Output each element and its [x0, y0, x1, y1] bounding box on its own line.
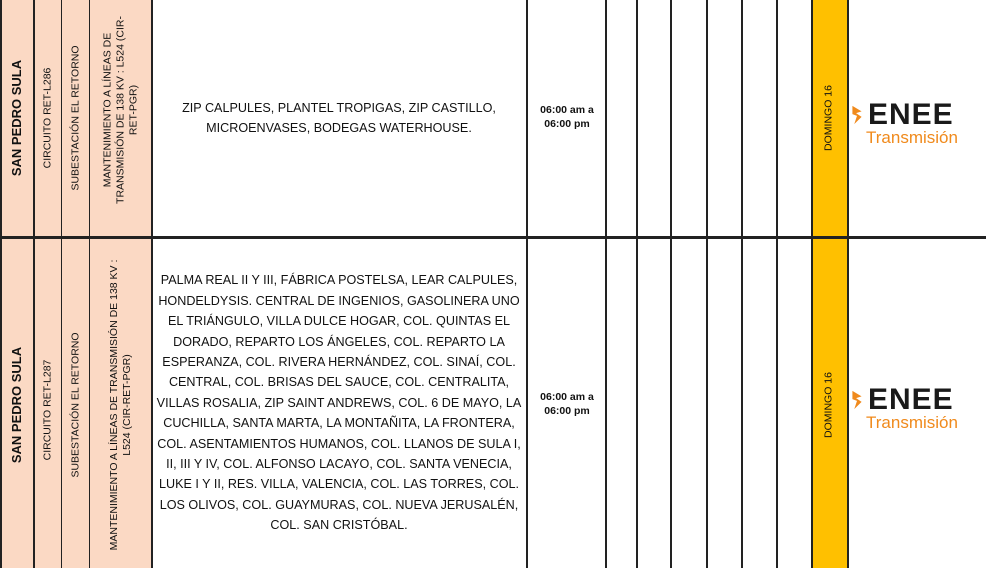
row2-day: DOMINGO 16 — [822, 372, 835, 438]
row1-areas: ZIP CALPULES, PLANTEL TROPIGAS, ZIP CASTILLO, MICROENVASES, BODEGAS WATERHOUSE. — [182, 100, 496, 135]
row1-enee-logo — [850, 100, 986, 148]
enee-mark-icon — [850, 389, 864, 411]
row2-enee-logo — [850, 385, 986, 433]
row2-work: MANTENIMIENTO A LÍNEAS DE TRANSMISIÓN DE 138 KV : L524 (CIR-RET-PGR) — [107, 259, 133, 551]
row1-substation: SUBESTACIÓN EL RETORNO — [69, 45, 82, 191]
row1-day: DOMINGO 16 — [822, 85, 835, 151]
logo-sub: Transmisión — [866, 128, 958, 147]
row1-circuit: CIRCUITO RET-L286 — [41, 67, 54, 169]
row1-time: 06:00 am a 06:00 pm — [540, 104, 594, 130]
logo-sub: Transmisión — [866, 413, 958, 432]
enee-mark-icon — [850, 104, 864, 126]
logo-word: ENEE — [868, 383, 954, 416]
row2-substation: SUBESTACIÓN EL RETORNO — [69, 332, 82, 478]
row1-work: MANTENIMIENTO A LÍNEAS DE TRANSMISIÓN DE 138 KV : L524 (CIR-RET-PGR) — [101, 16, 140, 204]
row2-city: SAN PEDRO SULA — [8, 346, 24, 464]
row2-circuit: CIRCUITO RET-L287 — [41, 359, 54, 461]
row2-time: 06:00 am a 06:00 pm — [540, 391, 594, 417]
row1-city: SAN PEDRO SULA — [8, 59, 24, 177]
logo-word: ENEE — [868, 98, 954, 131]
row2-areas: PALMA REAL II Y III, FÁBRICA POSTELSA, LEAR CALPULES, HONDELDYSIS. CENTRAL DE INGENIOS, GASOLINERA UNO EL TRIÁNGULO, VILLA DULCE HOGAR, COL. QUINTAS EL DORADO, REPARTO LOS ÁNGELES, COL. REPARTO LA ESPERANZA, COL. RIVERA HERNÁNDEZ, COL. SINAÍ, COL. CENTRAL, COL. BRISAS DEL SAUCE, COL. CENTRALITA, VILLAS ROSALIA, ZIP SAINT ANDREWS, COL. 6 DE MAYO, LA CUCHILLA, SANTA MARTA, LA MONTAÑITA, LA FRONTERA, COL. ASENTAMIENTOS HUMANOS, COL. LLANOS DE SULA I, II, III Y IV, COL. ALFONSO LACAYO, COL. SANTA VENECIA, LUKE I Y II, RES. VILLA, VALENCIA, COL. LAS TORRES, COL. LOS OLIVOS, COL. GUAYMURAS, COL. NUEVA JERUSALÉN, COL. SAN CRISTÓBAL. — [156, 273, 522, 533]
